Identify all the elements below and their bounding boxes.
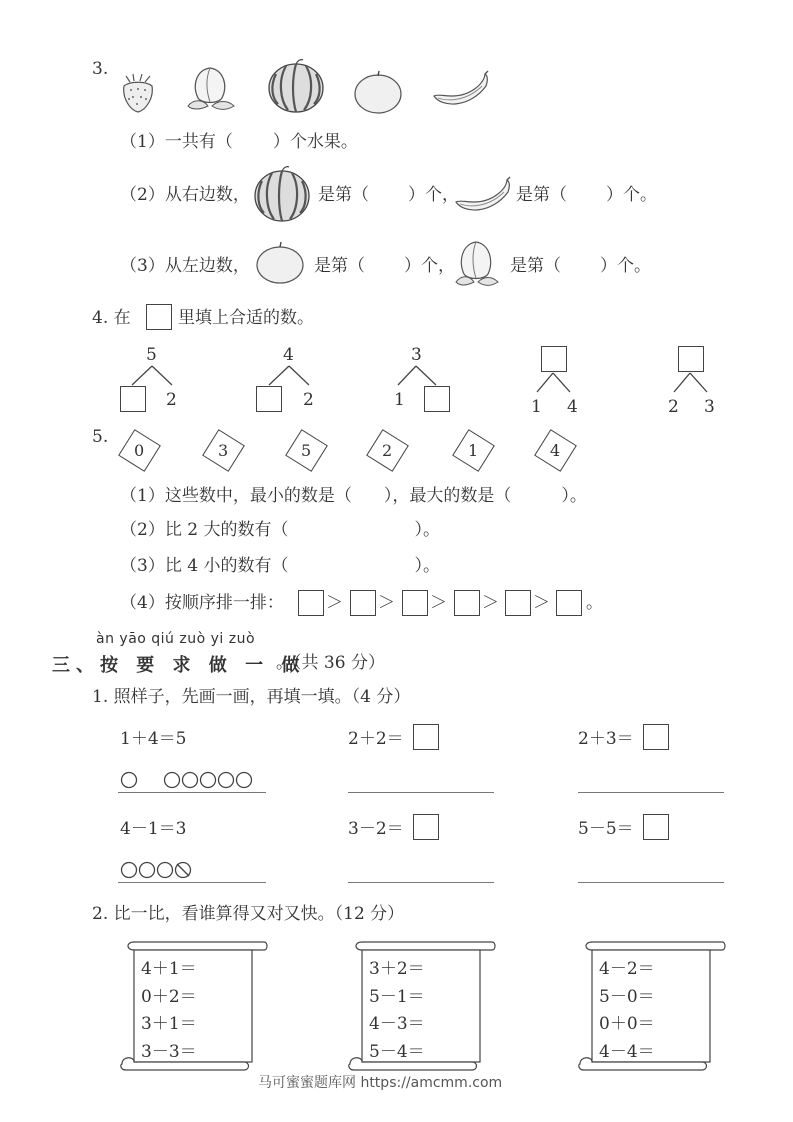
scroll-2-line-3: 4－3＝ (369, 1014, 425, 1034)
q5-card-3-value: 5 (301, 441, 312, 460)
q4-tree-5-branches (667, 372, 717, 394)
q4-tree-4-right: 4 (567, 397, 578, 417)
q5-order-box-2[interactable] (350, 590, 376, 616)
q3-item-1-prefix: （1）一共有（ (120, 132, 233, 152)
scroll-3-line-4: 4－4＝ (599, 1042, 655, 1062)
q4-tree-1-right: 2 (166, 390, 177, 410)
q5-card-4 (366, 429, 409, 472)
q5-card-5-value: 1 (468, 441, 479, 460)
q3-item-1-suffix: ）个水果。 (272, 132, 358, 152)
q3-item-2-end: ）个。 (606, 185, 657, 205)
q3-item-1 (120, 131, 358, 153)
q3-item-2-mid2: ）个， (408, 185, 459, 205)
q4-prefix: 4. 在 (92, 308, 131, 328)
s1-line-6[interactable] (578, 882, 724, 883)
q3-item-3-mid2: ）个， (404, 256, 455, 276)
q5-item-2 (120, 519, 440, 541)
q5-item-1-a: （1）这些数中，最小的数是（ (120, 486, 352, 506)
s1-line-1 (118, 792, 266, 793)
strawberry-icon (118, 72, 158, 114)
s1-answer-box-1[interactable] (413, 724, 439, 750)
q3-item-2-prefix: （2）从右边数， (120, 185, 250, 205)
q5-order-box-6[interactable] (556, 590, 582, 616)
s1-example-2-circles (120, 860, 200, 880)
s1-line-4 (118, 882, 266, 883)
watermelon-icon (266, 58, 326, 114)
s1-line-2[interactable] (348, 792, 494, 793)
q4-tree-4-top-box[interactable] (541, 346, 567, 372)
q4-example-box (146, 304, 172, 330)
scroll-3-line-3: 0＋0＝ (599, 1014, 655, 1034)
q5-card-4-value: 2 (382, 441, 393, 460)
q4-tree-3-branches (392, 365, 452, 387)
scroll-2-line-1: 3＋2＝ (369, 959, 425, 979)
banana-icon (430, 70, 492, 112)
q5-gt-5: ＞ (533, 593, 550, 613)
s1-line-3[interactable] (578, 792, 724, 793)
scroll-2-line-2: 5－1＝ (369, 987, 425, 1007)
scroll-3-line-1: 4－2＝ (599, 959, 655, 979)
s1-problem-2: 2＋3＝ (578, 729, 634, 749)
s1-answer-box-3[interactable] (413, 814, 439, 840)
q3-item-3-mid: 是第（ (314, 256, 365, 276)
section3-title: 三、按 要 求 做 一 做 (52, 655, 306, 676)
q4-tree-5-right: 3 (704, 397, 715, 417)
q5-card-1-value: 0 (134, 441, 145, 460)
q5-card-1 (118, 429, 161, 472)
q5-order-box-3[interactable] (402, 590, 428, 616)
banana-small-icon (452, 176, 514, 216)
q5-card-2 (202, 429, 245, 472)
footer-watermark: 马可蜜蜜题库网 https://amcmm.com (258, 1075, 503, 1091)
scroll-3-line-2: 5－0＝ (599, 987, 655, 1007)
peach-small-icon (450, 238, 502, 290)
q3-item-3-mid3: 是第（ (510, 256, 561, 276)
section3-score: 。（共 36 分） (276, 653, 385, 673)
orange-icon (352, 68, 404, 114)
q5-order-box-5[interactable] (505, 590, 531, 616)
scroll-2-line-4: 5－4＝ (369, 1042, 425, 1062)
q4-tree-2-left-box[interactable] (256, 386, 282, 412)
q5-gt-1: ＞ (326, 593, 343, 613)
q5-item-1 (120, 485, 587, 507)
q5-gt-4: ＞ (482, 593, 499, 613)
s1-example-2: 4－1＝3 (120, 819, 187, 839)
s1-problem-1: 2＋2＝ (348, 729, 404, 749)
q3-item-2-mid: 是第（ (318, 185, 369, 205)
s1-answer-box-2[interactable] (643, 724, 669, 750)
s1-problem-3: 3－2＝ (348, 819, 404, 839)
q4-tree-1-branches (120, 365, 180, 387)
q5-gt-3: ＞ (430, 593, 447, 613)
s1-problem-4: 5－5＝ (578, 819, 634, 839)
watermelon-small-icon (252, 165, 312, 223)
q3-item-3-prefix: （3）从左边数， (120, 256, 250, 276)
q4-tree-1-top: 5 (146, 345, 157, 365)
q4-tree-4-branches (530, 372, 580, 394)
q3-number: 3. (92, 59, 109, 79)
q5-item-1-b: ），最大的数是（ (383, 486, 512, 506)
q5-card-6 (534, 429, 577, 472)
s1-answer-box-4[interactable] (643, 814, 669, 840)
q4-tree-2-right: 2 (303, 390, 314, 410)
q4-tree-4-left: 1 (531, 397, 542, 417)
q5-item-3-a: （3）比 4 小的数有（ (120, 556, 289, 576)
q4-suffix: 里填上合适的数。 (178, 308, 314, 328)
s1-title: 1. 照样子，先画一画，再填一填。（4 分） (92, 687, 411, 707)
q4-tree-5-left: 2 (668, 397, 679, 417)
q5-item-1-c: ）。 (561, 486, 587, 506)
s1-example-1: 1＋4＝5 (120, 729, 187, 749)
q4-tree-2-top: 4 (283, 345, 294, 365)
q5-order-box-1[interactable] (298, 590, 324, 616)
q3-item-2-mid3: 是第（ (516, 185, 567, 205)
scroll-1-line-2: 0＋2＝ (141, 987, 197, 1007)
q5-number: 5. (92, 427, 109, 447)
q5-card-2-value: 3 (218, 441, 229, 460)
orange-small-icon (254, 240, 306, 284)
q5-item-4-label: （4）按顺序排一排： (120, 593, 284, 613)
scroll-1-line-3: 3＋1＝ (141, 1014, 197, 1034)
s2-title: 2. 比一比，看谁算得又对又快。（12 分） (92, 904, 405, 924)
q5-card-3 (285, 429, 328, 472)
q4-tree-3-right-box[interactable] (424, 386, 450, 412)
q5-item-3-b: ）。 (414, 556, 440, 576)
peach-icon (184, 64, 236, 112)
s1-example-1-circles (120, 770, 250, 790)
q5-card-5 (452, 429, 495, 472)
scroll-1-line-1: 4＋1＝ (141, 959, 197, 979)
q4-tree-3-top: 3 (411, 345, 422, 365)
q5-item-2-a: （2）比 2 大的数有（ (120, 520, 289, 540)
q4-tree-1-left-box[interactable] (120, 386, 146, 412)
q4-tree-3-left: 1 (394, 390, 405, 410)
q5-item-4-end: 。 (586, 593, 603, 613)
q5-gt-2: ＞ (378, 593, 395, 613)
section3-pinyin: àn yāo qiú zuò yi zuò (96, 631, 256, 647)
q4-tree-5-top-box[interactable] (678, 346, 704, 372)
q5-item-3 (120, 555, 440, 577)
q4-tree-2-branches (256, 365, 316, 387)
q3-item-3-end: ）个。 (600, 256, 651, 276)
q5-order-box-4[interactable] (454, 590, 480, 616)
q5-card-6-value: 4 (550, 441, 561, 460)
s1-line-5[interactable] (348, 882, 494, 883)
q5-item-2-b: ）。 (414, 520, 440, 540)
scroll-1-line-4: 3－3＝ (141, 1042, 197, 1062)
